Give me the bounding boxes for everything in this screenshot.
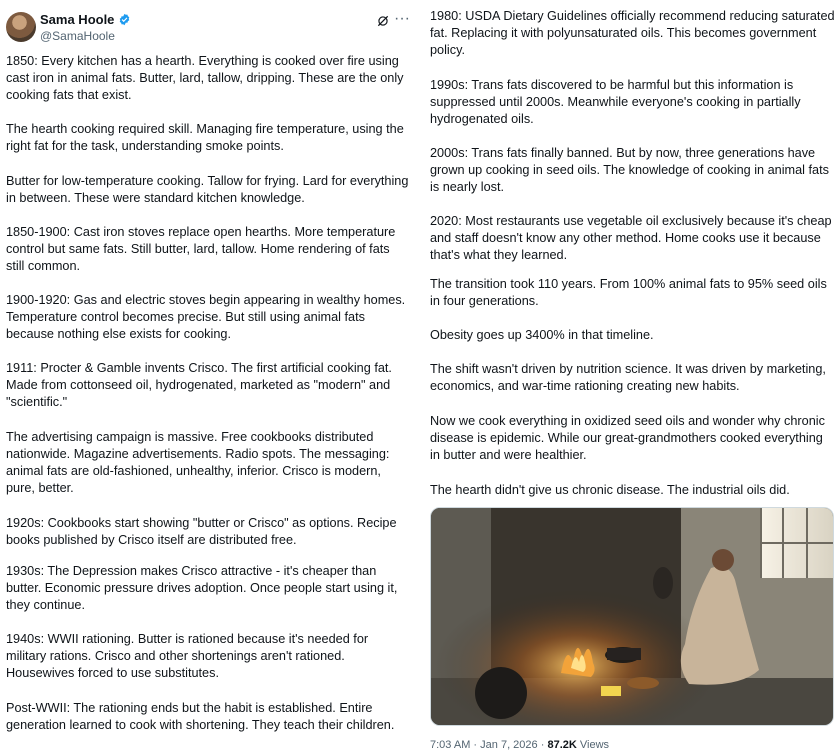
views-label: Views xyxy=(579,739,610,751)
hearth-scene-illustration xyxy=(431,508,834,726)
tweet-paragraph: 2020: Most restaurants use vegetable oil exclusively because it's cheap and staff doesn't know any other method. Home cooks use it because that's what they learned. xyxy=(430,214,832,262)
tweet-paragraph: The shift wasn't driven by nutrition science. It was driven by marketing, economics, and war-time rationing creating new habits. xyxy=(430,362,826,393)
tweet-image[interactable] xyxy=(430,507,834,726)
verified-badge-icon xyxy=(118,13,131,26)
tweet-paragraph: The transition took 110 years. From 100% animal fats to 95% seed oils in four generations. xyxy=(430,277,827,308)
more-options-icon[interactable]: ··· xyxy=(394,10,410,27)
author-name[interactable]: Sama Hoole xyxy=(40,12,115,27)
tweet-paragraph: 1990s: Trans fats discovered to be harmful but this information is suppressed until 2000s. Meanwhile everyone's cooking in partially hydrogenated oils. xyxy=(430,78,801,126)
tweet-paragraph: Obesity goes up 3400% in that timeline. xyxy=(430,328,654,342)
grok-icon[interactable] xyxy=(376,14,390,28)
tweet-paragraph: 1920s: Cookbooks start showing "butter or Crisco" as options. Recipe books published by Crisco itself are distributed free. xyxy=(6,516,397,547)
tweet-footer xyxy=(430,739,609,751)
views-count: 87.2K xyxy=(547,739,577,751)
tweet-paragraph: The hearth didn't give us chronic disease. The industrial oils did. xyxy=(430,483,790,497)
footer-separator: · xyxy=(473,739,478,751)
tweet-paragraph: 1900-1920: Gas and electric stoves begin appearing in wealthy homes. Temperature control becomes precise. But still using animal fats because nothing else exists for cooking. xyxy=(6,293,406,341)
tweet-paragraph: Butter for low-temperature cooking. Tallow for frying. Lard for everything in between. These were standard kitchen knowledge. xyxy=(6,174,409,205)
tweet-paragraph: 2000s: Trans fats finally banned. But by now, three generations have grown up cooking in seed oils. The knowledge of cooking in animal fats is nearly lost. xyxy=(430,146,829,194)
tweet-paragraph: 1980: USDA Dietary Guidelines officially recommend reducing saturated fat. Replacing it with polyunsaturated oils. This becomes government policy. xyxy=(430,9,835,57)
tweet-time[interactable]: 7:03 AM xyxy=(430,739,471,751)
tweet-paragraph: Post-WWII: The rationing ends but the habit is established. Entire generation learned to cook with shortening. They teach their children. xyxy=(6,701,395,732)
tweet-date[interactable]: Jan 7, 2026 xyxy=(480,739,538,751)
tweet-header xyxy=(6,12,412,44)
tweet-paragraph: 1850-1900: Cast iron stoves replace open hearths. More temperature control but same fats. Still butter, lard, tallow. Home rendering of fats still common. xyxy=(6,225,396,273)
tweet-paragraph: 1940s: WWII rationing. Butter is rationed because it's needed for military rations. Crisco and other shortenings aren't rationed. Housewives forced to use substitutes. xyxy=(6,632,369,680)
tweet-paragraph: Now we cook everything in oxidized seed oils and wonder why chronic disease is epidemic. While our great-grandmothers cooked everything in butter and were healthier. xyxy=(430,414,825,462)
footer-separator: · xyxy=(540,739,545,751)
tweet-paragraph: 1911: Procter & Gamble invents Crisco. The first artificial cooking fat. Made from cottonseed oil, hydrogenated, marketed as "modern" and "scientific." xyxy=(6,361,392,409)
author-handle[interactable]: @SamaHoole xyxy=(40,29,115,43)
tweet-paragraph: The hearth cooking required skill. Managing fire temperature, using the right fat for the task, understanding smoke points. xyxy=(6,122,404,153)
tweet-paragraph: 1850: Every kitchen has a hearth. Everything is cooked over fire using cast iron in animal fats. Butter, lard, tallow, dripping. These are the only cooking fats that exist. xyxy=(6,54,404,102)
avatar[interactable] xyxy=(6,12,36,42)
tweet-paragraph: The advertising campaign is massive. Free cookbooks distributed nationwide. Magazine advertisements. Radio spots. The messaging: animal fats are old-fashioned, unhealthy, inferior. Crisco is modern, pure, better. xyxy=(6,430,390,495)
tweet-paragraph: 1930s: The Depression makes Crisco attractive - it's cheaper than butter. Economic pressure drives adoption. Once people start using it, they continue. xyxy=(6,564,398,612)
author-name-row xyxy=(40,12,131,27)
